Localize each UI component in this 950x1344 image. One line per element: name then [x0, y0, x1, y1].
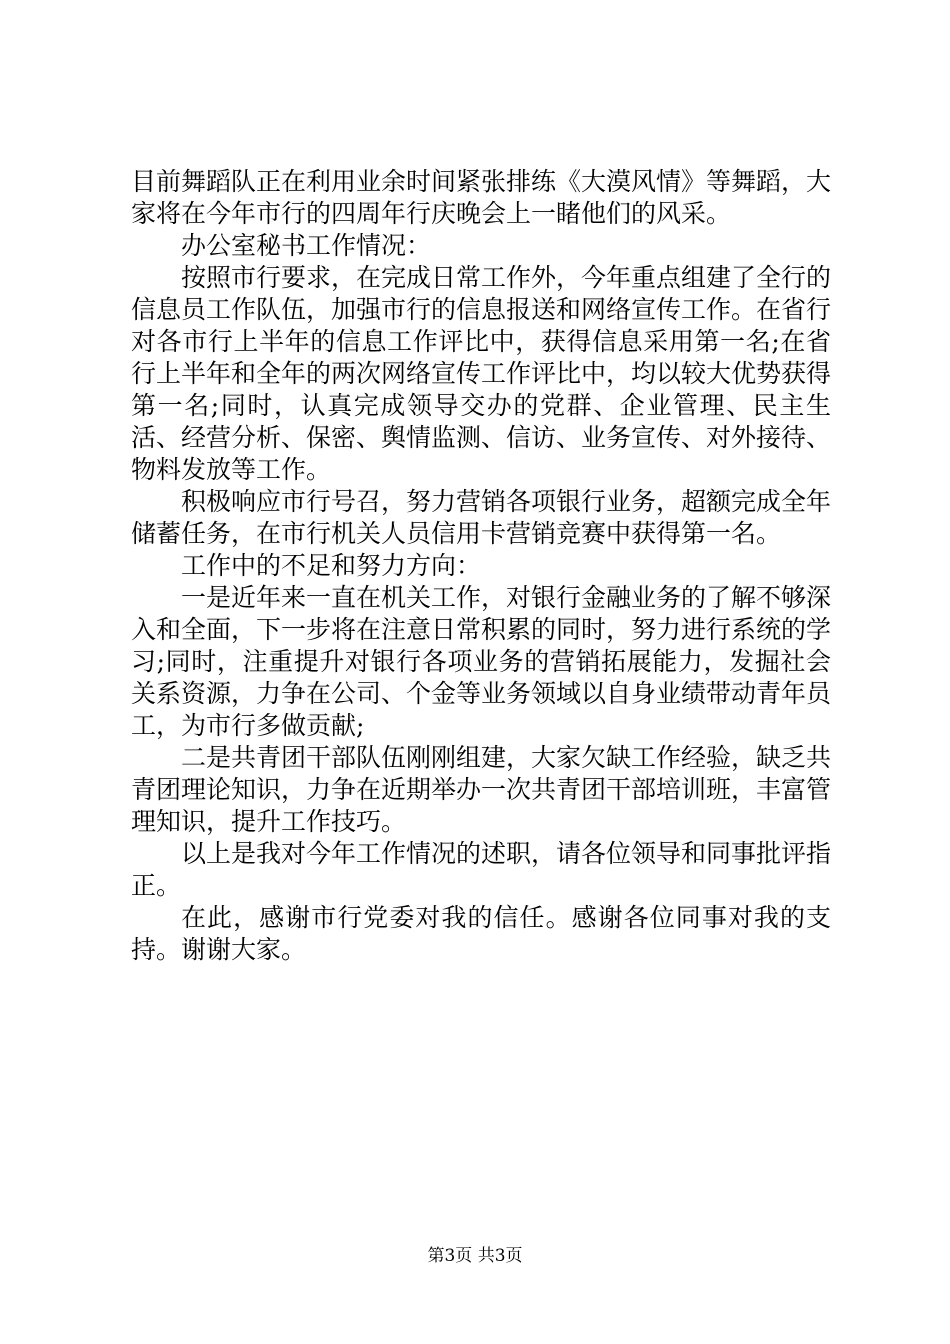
page-number-footer: 第3页 共3页	[427, 1246, 523, 1266]
paragraph-dance-team: 目前舞蹈队正在利用业余时间紧张排练《大漠风情》等舞蹈，大家将在今年市行的四周年行庆晚会上一睹他们的风采。	[131, 167, 832, 228]
paragraph-office-heading: 办公室秘书工作情况：	[181, 231, 432, 260]
document-body	[131, 166, 831, 966]
paragraph-shortcomings-heading: 工作中的不足和努力方向：	[181, 551, 482, 580]
paragraph-shortcoming-one: 一是近年来一直在机关工作，对银行金融业务的了解不够深入和全面，下一步将在注意日常积累的同时，努力进行系统的学习;同时，注重提升对银行各项业务的营销拓展能力，发掘社会关系资源，力争在公司、个金等业务领域以自身业绩带动青年员工，为市行多做贡献;	[131, 583, 832, 740]
paragraph-shortcoming-two: 二是共青团干部队伍刚刚组建，大家欠缺工作经验，缺乏共青团理论知识，力争在近期举办一次共青团干部培训班，丰富管理知识，提升工作技巧。	[131, 743, 832, 836]
paragraph-thanks: 在此，感谢市行党委对我的信任。感谢各位同事对我的支持。谢谢大家。	[131, 903, 831, 964]
paragraph-marketing: 积极响应市行号召，努力营销各项银行业务，超额完成全年储蓄任务，在市行机关人员信用卡营销竞赛中获得第一名。	[131, 487, 832, 548]
paragraph-office-work: 按照市行要求，在完成日常工作外，今年重点组建了全行的信息员工作队伍，加强市行的信息报送和网络宣传工作。在省行对各市行上半年的信息工作评比中，获得信息采用第一名;在省行上半年和全年的两次网络宣传工作评比中，均以较大优势获得第一名;同时，认真完成领导交办的党群、企业管理、民主生活、经营分析、保密、舆情监测、信访、业务宣传、对外接待、物料发放等工作。	[131, 263, 832, 484]
paragraph-closing: 以上是我对今年工作情况的述职，请各位领导和同事批评指正。	[131, 839, 832, 900]
